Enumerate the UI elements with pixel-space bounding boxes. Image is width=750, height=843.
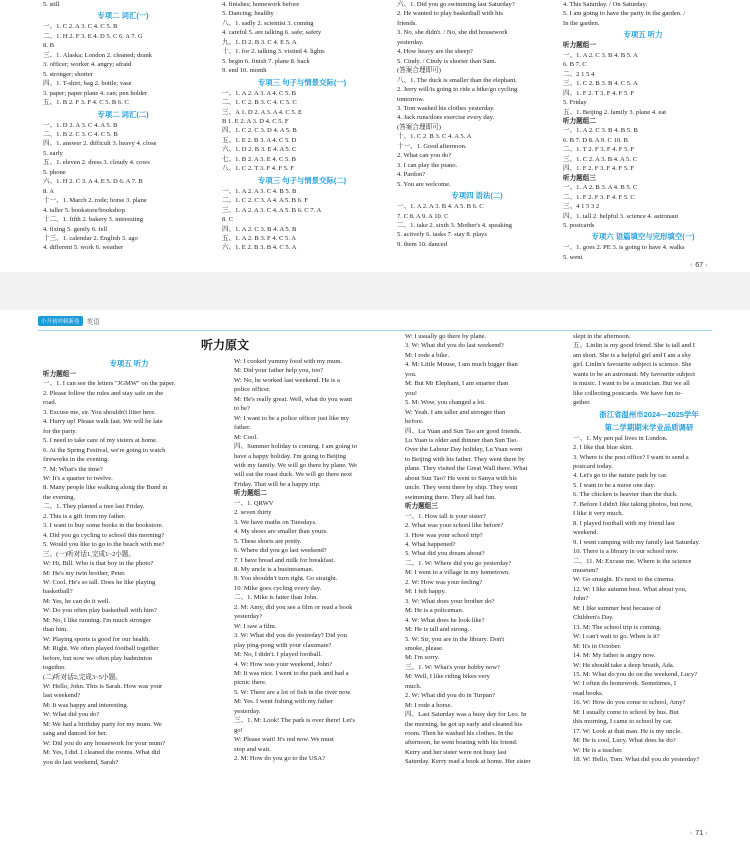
text-line: W: He is a teacher. bbox=[573, 746, 623, 754]
text-line: wants to be an astronaut. My favourite subject bbox=[573, 370, 695, 378]
text-line: 十、1. C 2. B 3. C 4. A 5. A bbox=[397, 133, 472, 141]
text-line: 一、1. goes 2. PE 3. is going to have 4. walks bbox=[563, 244, 685, 252]
text-line: 一、1. My pen pal lives in London. bbox=[573, 434, 668, 442]
text-line: slept in the afternoon. bbox=[573, 333, 631, 340]
text-line: plane. They visited the Great Wall there. What bbox=[405, 465, 528, 473]
text-line: 十一、1. March 2. rode; horse 3. plane bbox=[43, 197, 147, 205]
text-line: 四、Lu Yuan and Sun Tao are good friends. bbox=[405, 427, 522, 435]
text-line: before, but now we often play badminton bbox=[43, 654, 152, 662]
text-line: W: Did you do any housework for your mum? bbox=[43, 739, 166, 747]
text-line: 十三、1. calendar 2. English 3. ago bbox=[43, 234, 138, 242]
text-line: 五、1. B 2. F 3. F 4. C 5. B 6. C bbox=[43, 99, 129, 107]
text-line: you do last weekend, Sarah? bbox=[43, 758, 119, 766]
text-line: 四、1. T-shirt; bag 2. bottle; vase bbox=[43, 80, 132, 88]
text-line: 4. careful 5. are talking 6. safe; safety bbox=[222, 29, 322, 37]
text-line: 三、4 1 5 3 2 bbox=[563, 203, 600, 211]
text-line: 四、Last Saturday was a busy day for Leo. In bbox=[405, 711, 527, 719]
text-line: fireworks in the evening. bbox=[43, 456, 109, 464]
text-line: 4. fixing 5. gently 6. fell bbox=[43, 225, 108, 233]
text-line: 二、1. B 2. C 3. C 4. C 5. B bbox=[43, 130, 118, 138]
text-line: 4. M: Little Mouse, I am much bigger than bbox=[405, 361, 518, 369]
text-line: about Sun Tao? He went to Sanya with his bbox=[405, 474, 517, 482]
text-line: M: Did your father help you, too? bbox=[234, 367, 324, 375]
text-line: W: I saw a film. bbox=[234, 622, 277, 630]
text-line: W: I can't wait to go. When is it? bbox=[573, 633, 660, 641]
text-line: 5. phone bbox=[43, 168, 66, 176]
text-line: 五、1. E 2. B 3. A 4. C 5. D bbox=[222, 136, 297, 144]
text-line: 7. M: What's the time? bbox=[43, 465, 103, 473]
text-line: W: He should take a deep breath, Ada. bbox=[573, 661, 675, 669]
text-line: 5. W: Sir, you are in the library. Don't bbox=[405, 635, 505, 643]
text-line: the evening. bbox=[43, 493, 76, 501]
text-line: 4. taller 5. bookstore/bookshop bbox=[43, 206, 125, 214]
text-line: 5. W: There are a lot of fish in the river now. bbox=[234, 688, 352, 696]
text-line: 2. This is a gift from my father. bbox=[43, 512, 126, 520]
text-line: 5. still bbox=[43, 1, 60, 8]
text-line: yesterday. bbox=[397, 38, 424, 46]
header-rule bbox=[38, 330, 712, 331]
text-line: I like it very much. bbox=[573, 510, 624, 518]
text-line: 三、1. C 2. A 3. B 4. A 5. C bbox=[563, 155, 638, 163]
text-line: 3. How was your school trip? bbox=[405, 531, 483, 539]
text-line: M: It was happy and interesting. bbox=[43, 701, 129, 709]
text-line: W: Do you often play basketball with him? bbox=[43, 607, 157, 615]
text-line: 二、1. F 2. F 3. F 4. F 5. C bbox=[563, 193, 635, 201]
text-line: 4. Did you go cycling to school this morning? bbox=[43, 531, 165, 539]
text-line: W: Cool. He's so tall. Does he like playing bbox=[43, 578, 156, 586]
text-line: sang and danced for her. bbox=[43, 730, 108, 738]
text-line: 五、1. Beijing 2. family 3. plane 4. eat bbox=[563, 108, 667, 116]
text-line: is music. I want to be a musician. But we all bbox=[573, 380, 690, 388]
text-line: 16. W: How do you come to school, Amy? bbox=[573, 699, 686, 707]
text-line: friends. bbox=[397, 19, 417, 27]
text-line: 一、1. A 2. A 3. A 4. C 5. B bbox=[222, 89, 297, 97]
text-line: M: Yes. I went fishing with my father bbox=[234, 698, 334, 706]
text-line: 六、1. D 2. B 3. E 4. A 5. C bbox=[222, 146, 297, 154]
text-line: 9. them 10. danced bbox=[397, 240, 447, 248]
text-line: 十一、1. Good afternoon. bbox=[397, 142, 467, 150]
text-line: In the garden. bbox=[563, 19, 600, 27]
text-line: (二)听对话2,完成3~5小题。 bbox=[43, 673, 122, 681]
text-line: (答案合理即可) bbox=[397, 67, 441, 75]
text-line: much. bbox=[405, 682, 422, 690]
section-heading: 专项二 词汇(二) bbox=[97, 109, 149, 119]
text-line: 9. You shouldn't turn right. Go straight. bbox=[234, 575, 338, 583]
text-line: yesterday. bbox=[234, 707, 261, 715]
text-line: go! bbox=[234, 726, 243, 734]
listening-script-page bbox=[0, 310, 750, 843]
text-line: 二、1. take 2. sixth 3. Mother's 4. speaking bbox=[397, 221, 512, 229]
section-heading: 专项四 语法(二) bbox=[451, 191, 503, 201]
text-line: am short. She is a helpful girl and I am a shy bbox=[573, 351, 691, 359]
text-line: M: But Mr Elephant, I am smarter than bbox=[405, 380, 509, 388]
text-line: 5. Cindy. / Cindy is shorter than Sam. bbox=[397, 57, 497, 65]
text-line: M: He's really great. Well, what do you want bbox=[234, 395, 353, 403]
text-line: W: Yeah. I am taller and stronger than bbox=[405, 408, 506, 416]
text-line: 八、1. sadly 2. scientist 3. coming bbox=[222, 19, 314, 27]
answer-column bbox=[43, 0, 203, 253]
text-line: 14. M: My father is angry now. bbox=[573, 652, 656, 660]
text-line: 13. M: The school trip is coming. bbox=[573, 623, 662, 631]
text-line: M: Yes, he can do it well. bbox=[43, 597, 111, 605]
text-line: M: He is a policeman. bbox=[405, 607, 464, 615]
section-heading: 浙江省温州市2024—2025学年 bbox=[599, 409, 699, 419]
text-line: tomorrow. bbox=[397, 95, 425, 103]
text-line: 三、1. M: Look! The park is over there! Let's bbox=[234, 717, 356, 725]
text-line: 四、1. C 2. C 3. D 4. A 5. B bbox=[222, 127, 297, 135]
text-line: 5. early bbox=[43, 149, 63, 157]
text-line: W: Hi, Bill. Who is that boy in the photo? bbox=[43, 560, 154, 568]
text-line: 5. These shorts are pretty. bbox=[234, 537, 302, 545]
text-line: 5. M: Wow, you changed a lot. bbox=[405, 399, 486, 407]
text-line: 二、1. They planted a tree last Friday. bbox=[43, 503, 145, 511]
text-line: 5. I want to be a nurse one day. bbox=[573, 481, 655, 489]
text-line: 三、(一)听对话1,完成1~2小题。 bbox=[43, 550, 136, 558]
text-line: 三、1. C 2. B 3. B 4. C 5. A bbox=[563, 80, 638, 88]
text-line: Friday. That will be a happy trip. bbox=[234, 480, 321, 488]
text-line: 5. stronger; shorter bbox=[43, 70, 93, 78]
text-line: 4. finishes; homework before bbox=[222, 1, 300, 8]
text-line: 一、1. D 2. A 3. C 4. A 5. B bbox=[43, 121, 118, 129]
text-line: M: We had a birthday party for my mum. We bbox=[43, 720, 162, 728]
text-line: 9. I went camping with my family last Saturday. bbox=[573, 538, 701, 546]
text-line: 二、1. Mike is fatter than John. bbox=[234, 594, 319, 602]
text-line: W: I usually go there by plane. bbox=[405, 333, 487, 340]
text-line: 一、1. A 2. A 3. C 4. B 5. B bbox=[222, 187, 297, 195]
text-line: 三、A 1. D 2. A 3. A 4. C 5. E bbox=[222, 108, 303, 116]
text-line: 八、1. C 2. T 3. F 4. F 5. F bbox=[222, 165, 294, 173]
text-line: M: I felt happy. bbox=[405, 588, 446, 596]
text-line: 4. What happened? bbox=[405, 540, 456, 548]
text-line: 6. The chicken is heavier than the duck. bbox=[573, 491, 678, 499]
text-line: 五、1. eleven 2. dress 3. cloudy 4. cows bbox=[43, 159, 150, 167]
script-column bbox=[43, 357, 215, 767]
text-line: 6. Where did you go last weekend? bbox=[234, 547, 327, 555]
text-line: W: It's a quarter to twelve. bbox=[43, 474, 113, 482]
text-line: 8. A bbox=[43, 187, 54, 195]
text-line: 七、1. B 2. A 3. E 4. C 5. B bbox=[222, 155, 297, 163]
text-line: M: No, I didn't. I played football. bbox=[234, 651, 322, 659]
text-line: postcard today. bbox=[573, 462, 613, 470]
text-line: yesterday? bbox=[234, 613, 263, 621]
text-line: M: He's my twin brother, Peter. bbox=[43, 569, 126, 577]
text-line: 九、1. D 2. B 3. C 4. E 5. A bbox=[222, 38, 297, 46]
text-line: W: Hello, John. This is Sarah. How was your bbox=[43, 682, 163, 690]
script-column bbox=[405, 332, 567, 767]
text-line: 二、1. W: Where did you go yesterday? bbox=[405, 559, 512, 567]
page-number: ‹ 71 › bbox=[690, 830, 709, 837]
text-line: 6. B 7. D 8. A 9. C 10. B bbox=[563, 136, 628, 144]
text-line: like collecting postcards. We have fun to- bbox=[573, 389, 683, 397]
group-heading: 听力题组一 bbox=[563, 42, 596, 50]
text-line: together. bbox=[43, 664, 66, 672]
text-line: 9. end 10. month bbox=[222, 67, 267, 75]
text-line: 一、1. A 2. A 3. B 4. A 5. B 6. C bbox=[397, 203, 484, 211]
text-line: 3. I want to buy some books in the bookstore. bbox=[43, 522, 164, 530]
text-line: 6. B 7. C bbox=[563, 61, 587, 69]
text-line: 5. actively 6. tasks 7. stay 8. plays bbox=[397, 231, 487, 239]
text-line: 3. Tom washed his clothes yesterday. bbox=[397, 104, 495, 112]
text-line: 六、1. H 2. C 3. A 4. E 5. D 6. A 7. B bbox=[43, 178, 143, 186]
text-line: 四、1. answer 2. difficult 3. heavy 4. close bbox=[43, 140, 157, 148]
text-line: 一、1. A 2. B 3. A 4. B 5. C bbox=[563, 184, 638, 192]
text-line: M: Yes, I did. I cleaned the rooms. What did bbox=[43, 749, 160, 757]
text-line: 2. W: What did you do in Turpan? bbox=[405, 692, 495, 700]
text-line: before. bbox=[405, 418, 424, 426]
text-line: read books. bbox=[573, 689, 604, 697]
text-line: 3. Where is the post office? I want to send a bbox=[573, 453, 689, 461]
text-line: 18. W: Hello, Tom. What did you do yesterday? bbox=[573, 756, 700, 764]
group-heading: 听力题组二 bbox=[234, 490, 267, 498]
text-line: 四、1. F 2. F 3. F 4. F 5. F bbox=[563, 165, 635, 173]
text-line: W: No, he worked last weekend. He is a bbox=[234, 376, 340, 384]
text-line: 二、1. C 2. C 3. A 4. A 5. B 6. F bbox=[222, 197, 308, 205]
text-line: 8. C bbox=[222, 216, 233, 224]
text-line: 4. My shoes are smaller than yours. bbox=[234, 528, 328, 536]
text-line: 2. What was your school like before? bbox=[405, 522, 504, 530]
text-line: Children's Day. bbox=[573, 614, 614, 622]
text-line: Saturday. Kerry read a book at home. Her sister bbox=[405, 758, 531, 766]
text-line: you. bbox=[405, 370, 417, 378]
text-line: John? bbox=[573, 595, 589, 603]
text-line: 2. W: How was your feeling? bbox=[405, 578, 483, 586]
text-line: 4. Pardon? bbox=[397, 171, 426, 179]
text-line: you! bbox=[405, 389, 418, 397]
text-line: 4. Jack runs/does exercise every day. bbox=[397, 114, 495, 122]
text-line: swimming there. They all had fun. bbox=[405, 493, 496, 501]
text-line: 二、1. T 2. F 3. F 4. F 5. F bbox=[563, 146, 635, 154]
text-line: 3. Excuse me, sir. You shouldn't litter here. bbox=[43, 408, 156, 416]
text-line: 3. We have maths on Tuesdays. bbox=[234, 518, 317, 526]
text-line: play ping-pong with your classmate? bbox=[234, 641, 332, 649]
text-line: this morning, I came to school by car. bbox=[573, 718, 673, 726]
text-line: 六、1. Did you go swimming last Saturday? bbox=[397, 1, 515, 8]
text-line: 四、1. F 2. T 3. F 4. F 5. F bbox=[563, 89, 635, 97]
text-line: 5. I am going to have the party in the garden. / bbox=[563, 10, 686, 18]
section-heading: 专项三 句子与情景交际(二) bbox=[257, 175, 347, 185]
text-line: picnic there. bbox=[234, 679, 267, 687]
text-line: B 1. E 2. A 3. D 4. C 5. F bbox=[222, 117, 289, 125]
text-line: M: It was nice. I went to the park and had a bbox=[234, 669, 349, 677]
text-line: M: Right. We often played football together bbox=[43, 645, 159, 653]
text-line: 3. officer; worker 4. angry; afraid bbox=[43, 61, 132, 69]
text-line: 8. I played football with my friend last bbox=[573, 519, 675, 527]
text-line: 2. He wanted to play basketball with his bbox=[397, 10, 503, 18]
text-line: 一、1. How tall is your sister? bbox=[405, 512, 486, 520]
text-line: 5. Would you like to go to the beach with me? bbox=[43, 541, 165, 549]
text-line: M: I'm sorry. bbox=[405, 654, 440, 662]
text-line: last weekend? bbox=[43, 692, 81, 700]
text-line: 10. Mike goes cycling every day. bbox=[234, 584, 322, 592]
text-line: 二、1. C 2. B 3. C 4. C 5. C bbox=[222, 99, 297, 107]
answer-column bbox=[222, 0, 382, 253]
answer-column bbox=[563, 0, 723, 262]
text-line: 3. W: What does your brother do? bbox=[405, 597, 495, 605]
text-line: 4. W: How was your weekend, John? bbox=[234, 660, 333, 668]
answer-column bbox=[397, 0, 557, 249]
subject-label: 英语 bbox=[86, 319, 100, 326]
text-line: uncle. They went there by ship. They went bbox=[405, 484, 518, 492]
text-line: M: He is tall and strong. bbox=[405, 626, 470, 634]
text-line: 3. W: What did you do yesterday? Did you bbox=[234, 632, 347, 640]
text-line: 三、1. Alaska; London 2. cleaned; drank bbox=[43, 51, 152, 59]
text-line: 二、2 1 5 4 bbox=[563, 70, 595, 78]
text-line: 2. I like that blue skirt. bbox=[573, 444, 633, 452]
text-line: for the party. bbox=[43, 427, 77, 435]
answer-key-page bbox=[0, 0, 750, 272]
text-line: weekend. bbox=[573, 529, 599, 537]
text-line: 十、1. for 2. talking 3. visited 4. lights bbox=[222, 48, 325, 56]
text-line: with my family. We will go there by plane. We bbox=[234, 461, 357, 469]
text-line: M: I rode a bike. bbox=[405, 351, 450, 359]
text-line: M: I like summer best because of bbox=[573, 604, 661, 612]
text-line: 2. M: Amy, did you see a film or read a book bbox=[234, 603, 353, 611]
text-line: 4. different 5. work 6. weather bbox=[43, 244, 124, 252]
text-line: W: I often do homework. Sometimes, I bbox=[573, 680, 677, 688]
text-line: 5. Friday bbox=[563, 99, 587, 107]
group-heading: 听力题组一 bbox=[43, 371, 76, 378]
text-line: 一、1. QRWV bbox=[234, 499, 274, 507]
text-line: girl. Linlin's favourite subject is science. She bbox=[573, 361, 692, 369]
text-line: 17. W: Look at that man. He is my uncle. bbox=[573, 727, 682, 735]
text-line: to be? bbox=[234, 405, 250, 413]
text-line: road. bbox=[43, 399, 57, 407]
page-header bbox=[38, 316, 100, 326]
text-line: M: He is cool, Lucy. What does he do? bbox=[573, 737, 676, 745]
text-line: stop and wait. bbox=[234, 745, 271, 753]
text-line: 2. M: How do you go to the USA? bbox=[234, 755, 326, 763]
section-heading: 专项五 听力 bbox=[109, 359, 149, 368]
text-line: 一、1. C 2. A 3. C 4. C 5. B bbox=[43, 23, 118, 31]
text-line: 一、1. A 2. C 3. B 4. B 5. B bbox=[563, 127, 638, 135]
series-badge: 小升初冲刺新卷 bbox=[38, 316, 83, 326]
section-heading: 专项六 语篇填空与完形填空(一) bbox=[591, 232, 695, 242]
text-line: 3. paper; paper plane 4. can; pen holder bbox=[43, 89, 148, 97]
text-line: 4. Let's go to the nature park by car. bbox=[573, 472, 668, 480]
page-title: 听力原文 bbox=[200, 338, 249, 352]
text-line: 7. I have bread and milk for breakfast. bbox=[234, 556, 335, 564]
text-line: 3. W: What did you do last weekend? bbox=[405, 342, 504, 350]
text-line: 4. Hurry up! Please walk fast. We will be late bbox=[43, 418, 163, 426]
text-line: 五、Linlin is my good friend. She is tall and I bbox=[573, 342, 695, 350]
text-line: M: I rode a horse. bbox=[405, 701, 453, 709]
text-line: W: I cooked yummy food with my mum. bbox=[234, 358, 343, 365]
text-line: 2. What can you do? bbox=[397, 152, 452, 160]
text-line: M: No, I like running. I'm much stronger bbox=[43, 616, 151, 624]
text-line: W: Playing sports is good for our health. bbox=[43, 635, 151, 643]
text-line: afternoon, he went boating with his friend. bbox=[405, 739, 518, 747]
text-line: will eat the roast duck. We will go there next bbox=[234, 471, 353, 479]
text-line: M: It's in October. bbox=[573, 642, 622, 650]
text-line: 八、1. The duck is smaller than the elephant. bbox=[397, 76, 517, 84]
section-heading: 专项三 句子与情景交际(一) bbox=[257, 77, 347, 87]
section-heading: 专项五 听力 bbox=[623, 30, 663, 40]
text-line: 8. My uncle is a businessman. bbox=[234, 565, 314, 573]
text-line: smoke, please. bbox=[405, 644, 444, 652]
text-line: 三、1. A 2. A 3. C 4. A 5. B 6. C 7. A bbox=[222, 206, 322, 214]
text-line: 3. No, she didn't. / No, she did housework bbox=[397, 29, 508, 37]
text-line: (答案合理即可) bbox=[397, 123, 441, 131]
text-line: 7. Before I didn't like taking photos, but now, bbox=[573, 500, 693, 508]
text-line: W: Please wait! It's red now. We must bbox=[234, 736, 334, 744]
text-line: room. Then he washed his clothes. In the bbox=[405, 730, 514, 738]
text-line: father. bbox=[234, 424, 251, 432]
text-line: 三、1. W: What's your hobby now? bbox=[405, 663, 500, 671]
page-number: ‹ 67 › bbox=[690, 262, 709, 269]
group-heading: 听力题组三 bbox=[405, 503, 438, 511]
text-line: 12. W: I like autumn best. What about you, bbox=[573, 585, 687, 593]
group-heading: 听力题组二 bbox=[563, 117, 596, 125]
text-line: 4. This Saturday. / On Saturday. bbox=[563, 1, 647, 8]
text-line: W: Go straight. It's next to the cinema. bbox=[573, 576, 675, 584]
text-line: M: Cool. bbox=[234, 433, 258, 441]
text-line: 二、11. M: Excuse me. Where is the science bbox=[573, 557, 692, 565]
text-line: the morning, he got up early and cleaned his bbox=[405, 720, 523, 728]
text-line: 5. begin 6. finish 7. plane 8. back bbox=[222, 57, 310, 65]
text-line: gether. bbox=[573, 399, 591, 407]
text-line: 五、1. A 2. B 3. F 4. C 5. A bbox=[222, 234, 297, 242]
text-line: have a happy holiday. I'm going to Beijing bbox=[234, 452, 347, 460]
text-line: 一、1. I can see the letters "JGMW" on the paper. bbox=[43, 380, 176, 388]
text-line: museum? bbox=[573, 566, 599, 574]
section-heading: 专项二 词汇(一) bbox=[97, 11, 149, 21]
text-line: M: Well, I like riding bikes very bbox=[405, 673, 490, 681]
text-line: 5. You are welcome. bbox=[397, 180, 451, 188]
text-line: Kerry and her sister were not busy last bbox=[405, 748, 507, 756]
text-line: 四、Summer holiday is coming. I am going to bbox=[234, 443, 358, 451]
text-line: 六、1. E 2. B 3. B 4. C 5. A bbox=[222, 244, 297, 252]
text-line: 4. How heavy are the sheep? bbox=[397, 48, 473, 56]
text-line: 5. I need to take care of my sisters at home. bbox=[43, 437, 158, 445]
text-line: 4. W: What does he look like? bbox=[405, 616, 485, 624]
text-line: Lu Yuan is older and thinner than Sun Tao. bbox=[405, 436, 518, 444]
text-line: Over the Labour Day holiday, Lu Yuan went bbox=[405, 446, 523, 454]
text-line: W: What did you do? bbox=[43, 711, 100, 719]
text-line: police officer. bbox=[234, 386, 271, 394]
text-line: to Beijing with his father. They went there by bbox=[405, 455, 525, 463]
text-line: 二、1. H 2. F 3. E 4. D 5. C 6. A 7. G bbox=[43, 32, 143, 40]
text-line: 2. Please follow the rules and stay safe on the bbox=[43, 389, 164, 397]
text-line: M: I usually come to school by bus. But bbox=[573, 708, 679, 716]
text-line: 四、1. A 2. C 3. B 4. A 5. B bbox=[222, 225, 297, 233]
text-line: 8. Many people like walking along the Bund in bbox=[43, 484, 168, 492]
text-line: 8. B bbox=[43, 42, 54, 50]
group-heading: 听力题组三 bbox=[563, 174, 596, 182]
text-line: basketball? bbox=[43, 588, 73, 596]
text-line: 四、1. tall 2. helpful 3. science 4. astronaut bbox=[563, 212, 679, 220]
text-line: 10. There is a library in our school now. bbox=[573, 548, 679, 556]
text-line: 5. postcards bbox=[563, 221, 595, 229]
text-line: M: I went to a village in my hometown. bbox=[405, 569, 510, 577]
text-line: W: I want to be a police officer just like my bbox=[234, 414, 349, 422]
script-column bbox=[573, 332, 725, 764]
text-line: 十二、1. fifth 2. bakery 3. interesting bbox=[43, 216, 143, 224]
text-line: than him. bbox=[43, 626, 68, 634]
text-line: 15. M: What do you do on the weekend, Lucy? bbox=[573, 670, 698, 678]
text-line: 5. What did you dream about? bbox=[405, 550, 485, 558]
text-line: 5. went bbox=[563, 253, 583, 261]
text-line: 一、1. A 2. C 3. B 4. B 5. A bbox=[563, 51, 638, 59]
text-line: 3. I can play the piano. bbox=[397, 161, 458, 169]
section-heading: 第二学期期末学业品质调研 bbox=[604, 422, 694, 432]
text-line: 5. Dancing; healthy bbox=[222, 10, 274, 18]
text-line: 7. C 8. A 9. A 10. C bbox=[397, 212, 449, 220]
script-column bbox=[234, 357, 402, 763]
text-line: 2. Jerry will/is going to ride a bike/go cycling bbox=[397, 86, 518, 94]
text-line: 2. seven thirty bbox=[234, 509, 272, 517]
text-line: 6. At the Spring Festival, we're going to watch bbox=[43, 446, 166, 454]
